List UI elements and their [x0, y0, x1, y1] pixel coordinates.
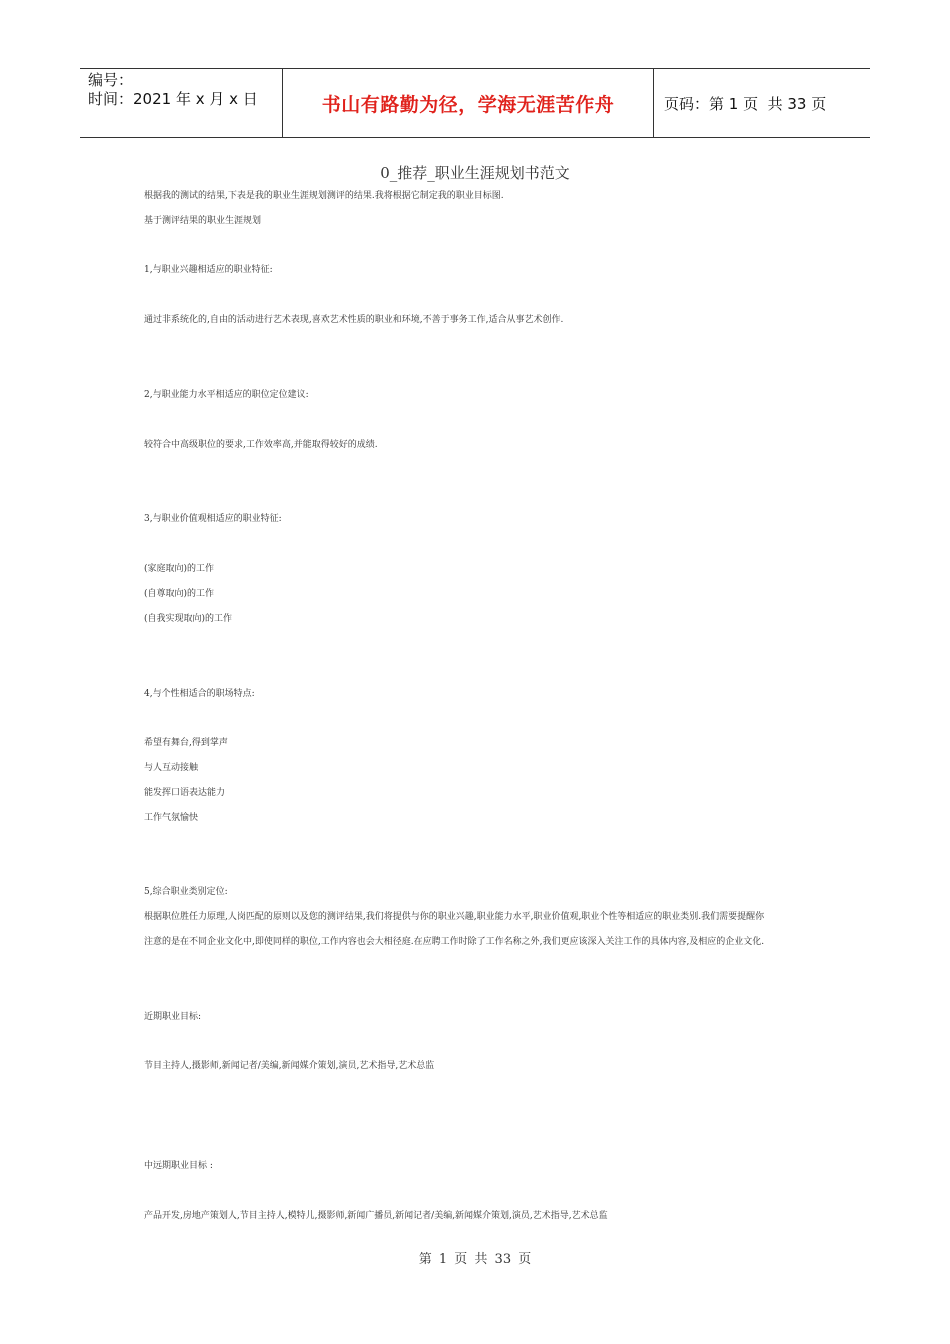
section-heading: 5,综合职业类别定位:	[144, 887, 228, 897]
section-heading: 1,与职业兴趣相适应的职业特征:	[144, 265, 273, 275]
section-heading: 4,与个性相适合的职场特点:	[144, 689, 255, 699]
document-title: 0_推荐_职业生涯规划书范文	[380, 164, 570, 182]
body-line: 近期职业目标:	[144, 1012, 202, 1022]
body-line: 产品开发,房地产策划人,节目主持人,模特儿,摄影师,新闻广播员,新闻记者/美编,新闻媒介策划,演员,艺术指导,艺术总监	[144, 1211, 608, 1221]
body-line: 与人互动接触	[144, 763, 199, 773]
document-date: 时间：2021 年 x 月 x 日	[88, 90, 258, 108]
document-number-label: 编号：	[88, 71, 134, 89]
header-motto: 书山有路勤为径，学海无涯苦作舟	[321, 93, 615, 116]
body-line: 中远期职业目标 :	[144, 1161, 213, 1171]
page-header	[80, 68, 870, 138]
body-line: 希望有舞台,得到掌声	[144, 738, 228, 748]
body-line: 根据职位胜任力原理,人岗匹配的原则以及您的测评结果,我们将提供与你的职业兴趣,职业能力水平,职业价值观,职业个性等相适应的职业类别.我们需要提醒你	[144, 912, 765, 922]
header-page-info: 页码：第 1 页 共 33 页	[664, 94, 827, 113]
body-line: 基于测评结果的职业生涯规划	[144, 216, 262, 226]
header-left-cell	[80, 69, 282, 137]
page-footer: 第 1 页 共 33 页	[418, 1252, 532, 1267]
body-line: 节目主持人,摄影师,新闻记者/美编,新闻媒介策划,演员,艺术指导,艺术总监	[144, 1061, 435, 1071]
body-line: (自尊取向)的工作	[144, 589, 215, 599]
body-line: 较符合中高级职位的要求,工作效率高,并能取得较好的成绩.	[144, 440, 378, 450]
section-heading: 3,与职业价值观相适应的职业特征:	[144, 514, 282, 524]
body-line: (家庭取向)的工作	[144, 564, 215, 574]
body-line: 通过非系统化的,自由的活动进行艺术表现,喜欢艺术性质的职业和环境,不善于事务工作,适合从事艺术创作.	[144, 315, 564, 325]
body-line: 工作气氛愉快	[144, 813, 199, 823]
section-heading: 2,与职业能力水平相适应的职位定位建议:	[144, 390, 309, 400]
body-line: 能发挥口语表达能力	[144, 788, 226, 798]
header-middle-cell	[282, 69, 654, 137]
body-line: 根据我的测试的结果,下表是我的职业生涯规划测评的结果.我将根据它制定我的职业目标图.	[144, 191, 504, 201]
body-line: (自我实现取向)的工作	[144, 614, 233, 624]
body-line: 注意的是在不同企业文化中,即使同样的职位,工作内容也会大相径庭.在应聘工作时除了工作名称之外,我们更应该深入关注工作的具体内容,及相应的企业文化.	[144, 937, 765, 947]
